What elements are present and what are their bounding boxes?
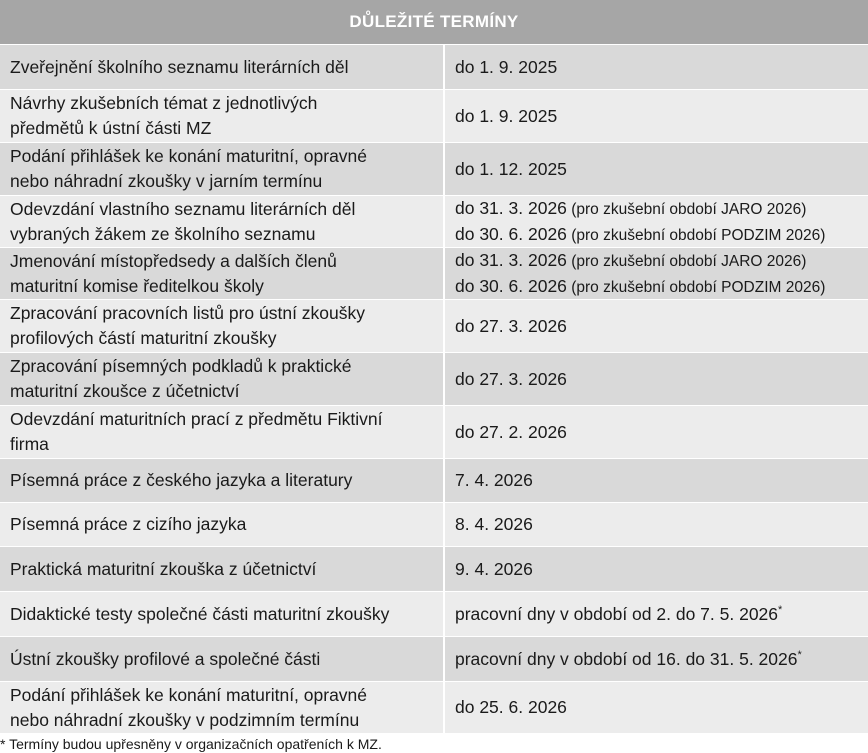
term-description-line: předmětů k ústní části MZ: [10, 118, 212, 138]
date-value: pracovní dny v období od 16. do 31. 5. 2026: [455, 648, 798, 669]
terms-table: [0, 44, 868, 733]
table-title: DŮLEŽITÉ TERMÍNY: [0, 0, 868, 44]
term-description-line: Písemná práce z cizího jazyka: [10, 514, 247, 534]
term-description-line: Zveřejnění školního seznamu literárních děl: [10, 56, 349, 77]
term-description: [0, 406, 445, 458]
term-description-line: Podání přihlášek ke konání maturitní, opravné: [10, 146, 368, 166]
term-description-line: nebo náhradní zkoušky v podzimním termínu: [10, 709, 360, 730]
term-description-line: Jmenování místopředsedy a dalších členů: [10, 250, 337, 271]
term-description-line: maturitní komise ředitelkou školy: [10, 275, 264, 296]
term-date-line: [455, 55, 864, 80]
term-description: [0, 592, 445, 636]
term-date: [445, 300, 868, 352]
term-date-line: [455, 647, 864, 672]
term-date: [445, 45, 868, 89]
term-date: [445, 459, 868, 502]
term-date: [445, 248, 868, 299]
term-date-line: [455, 420, 864, 445]
term-description-line: firma: [10, 434, 49, 454]
term-date: [445, 637, 868, 681]
term-date: [445, 353, 868, 405]
term-date-line: [455, 196, 864, 222]
table-row: [0, 44, 868, 89]
table-row: [0, 89, 868, 142]
term-date-line: [455, 602, 864, 627]
term-description: [0, 637, 445, 681]
term-description: [0, 248, 445, 299]
date-value: do 25. 6. 2026: [455, 697, 567, 717]
term-date-line: [455, 314, 864, 339]
table-row: [0, 247, 868, 299]
table-row: [0, 142, 868, 195]
term-date-line: [455, 557, 864, 582]
term-description-line: vybraných žákem ze školního seznamu: [10, 223, 316, 244]
term-description-line: Podání přihlášek ke konání maturitní, opravné: [10, 684, 368, 705]
date-value: do 27. 2. 2026: [455, 421, 567, 442]
table-row: [0, 546, 868, 591]
term-date-line: [455, 104, 864, 129]
table-row: [0, 299, 868, 352]
term-date: [445, 406, 868, 458]
term-date: [445, 143, 868, 195]
term-description-line: Zpracování pracovních listů pro ústní zkoušky: [10, 303, 366, 323]
term-date-line: [455, 695, 864, 720]
term-description: [0, 45, 445, 89]
date-value: 7. 4. 2026: [455, 470, 533, 490]
date-note: (pro zkušební období JARO 2026): [566, 252, 807, 270]
term-description-line: Odevzdání vlastního seznamu literárních děl: [10, 198, 356, 219]
date-value: do 27. 3. 2026: [455, 368, 567, 389]
term-date-line: [455, 248, 864, 274]
term-date: [445, 682, 868, 733]
date-value: do 1. 12. 2025: [455, 158, 567, 179]
term-description: [0, 143, 445, 195]
date-value: do 30. 6. 2026: [455, 275, 567, 296]
term-description-line: profilových částí maturitní zkoušky: [10, 328, 277, 348]
term-date: [445, 90, 868, 142]
term-date: [445, 503, 868, 546]
term-description: [0, 196, 445, 247]
term-description: [0, 90, 445, 142]
term-description-line: Praktická maturitní zkouška z účetnictví: [10, 558, 317, 579]
date-note: (pro zkušební období PODZIM 2026): [566, 226, 826, 244]
term-description-line: Ústní zkoušky profilové a společné části: [10, 648, 321, 669]
table-row: [0, 405, 868, 458]
term-date-line: [455, 468, 864, 493]
term-date: [445, 547, 868, 591]
term-description: [0, 300, 445, 352]
term-description-line: maturitní zkoušce z účetnictví: [10, 381, 240, 401]
footnote-marker: *: [797, 648, 802, 661]
table-row: [0, 636, 868, 681]
term-date-line: [455, 274, 864, 300]
term-date-line: [455, 157, 864, 182]
date-value: do 30. 6. 2026: [455, 223, 567, 244]
term-description: [0, 503, 445, 546]
term-description: [0, 547, 445, 591]
table-row: [0, 195, 868, 247]
table-row: [0, 681, 868, 733]
date-note: (pro zkušební období PODZIM 2026): [566, 278, 826, 296]
date-value: do 1. 9. 2025: [455, 56, 558, 77]
date-value: do 31. 3. 2026: [455, 249, 567, 270]
term-date-line: [455, 222, 864, 248]
table-row: [0, 591, 868, 636]
date-value: 8. 4. 2026: [455, 514, 533, 534]
term-description-line: Odevzdání maturitních prací z předmětu Fiktivní: [10, 409, 383, 429]
term-description-line: nebo náhradní zkoušky v jarním termínu: [10, 171, 323, 191]
term-date: [445, 196, 868, 247]
term-description: [0, 459, 445, 502]
date-value: 9. 4. 2026: [455, 558, 533, 579]
term-date-line: [455, 512, 864, 537]
term-description-line: Zpracování písemných podkladů k praktické: [10, 356, 352, 376]
term-description-line: Didaktické testy společné části maturitní zkoušky: [10, 603, 390, 624]
table-row: [0, 458, 868, 502]
date-value: do 1. 9. 2025: [455, 105, 558, 126]
table-row: [0, 352, 868, 405]
date-note: (pro zkušební období JARO 2026): [566, 200, 807, 218]
term-description-line: Návrhy zkušebních témat z jednotlivých: [10, 93, 318, 113]
term-description: [0, 353, 445, 405]
term-description-line: Písemná práce z českého jazyka a literatury: [10, 470, 353, 490]
term-description: [0, 682, 445, 733]
date-value: do 31. 3. 2026: [455, 197, 567, 218]
date-value: do 27. 3. 2026: [455, 315, 567, 336]
term-date: [445, 592, 868, 636]
footnote: * Termíny budou upřesněny v organizačních opatřeních k MZ.: [0, 736, 382, 752]
table-row: [0, 502, 868, 546]
date-value: pracovní dny v období od 2. do 7. 5. 2026: [455, 603, 779, 624]
term-date-line: [455, 367, 864, 392]
footnote-marker: *: [778, 603, 783, 616]
